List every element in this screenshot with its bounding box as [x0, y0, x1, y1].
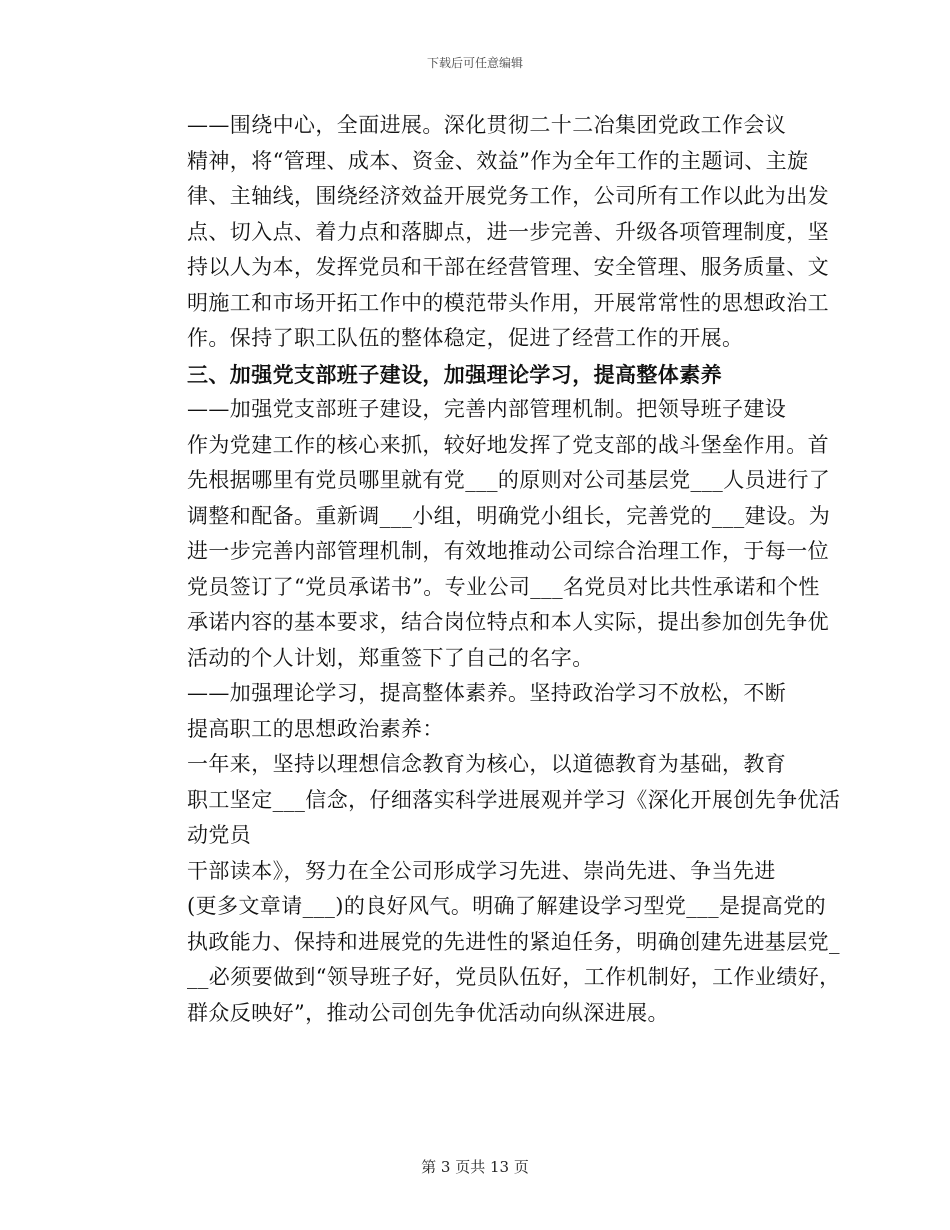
- text-line: 明施工和市场开拓工作中的模范带头作用，开展常常性的思想政治工: [187, 290, 829, 315]
- text-line: 律、主轴线，围绕经济效益开展党务工作，公司所有工作以此为出发: [187, 184, 829, 208]
- section-heading: [143, 357, 815, 393]
- text-line: 作。保持了职工队伍的整体稳定，促进了经营工作的开展。: [187, 326, 744, 350]
- text-line: ——加强党支部班子建设，完善内部管理机制。把领导班子建设: [187, 397, 787, 421]
- text-line: 执政能力、保持和进展党的先进性的紧迫任务，明确创建先进基层党_: [187, 929, 840, 954]
- text-line: 职工坚定___信念，仔细落实科学进展观并学习《深化开展创先争优活: [187, 787, 841, 812]
- text-line: 一年来，坚持以理想信念教育为核心，以道德教育为基础，教育: [187, 752, 787, 776]
- text-line: (更多文章请___)的良好风气。明确了解建设学习型党___是提高党的: [187, 894, 826, 918]
- text-line: ——围绕中心，全面进展。深化贯彻二十二冶集团党政工作会议: [187, 113, 787, 137]
- text-line: 群众反映好”，推动公司创先争优活动向纵深进展。: [187, 1000, 669, 1025]
- text-line: 调整和配备。重新调___小组，明确党小组长，完善党的___建设。为: [187, 503, 831, 528]
- paragraph: [143, 747, 841, 854]
- page-number: 第 3 页共 13 页: [421, 1158, 529, 1176]
- text-line: 作为党建工作的核心来抓，较好地发挥了党支部的战斗堡垒作用。首: [187, 432, 829, 457]
- page-header: 下载后可任意编辑: [426, 56, 523, 70]
- text-line: 先根据哪里有党员哪里就有党___的原则对公司基层党___人员进行了: [187, 468, 831, 492]
- text-line: ——加强理论学习，提高整体素养。坚持政治学习不放松，不断: [187, 681, 787, 705]
- text-line: 点、切入点、着力点和落脚点，进一步完善、升级各项管理制度，坚: [187, 219, 829, 244]
- text-line: 干部读本》，努力在全公司形成学习先进、崇尚先进、争当先进: [187, 858, 776, 883]
- text-line: 党员签订了“党员承诺书”。专业公司___名党员对比共性承诺和个性: [187, 574, 820, 599]
- text-line: 活动的个人计划，郑重签下了自己的名字。: [187, 645, 594, 670]
- text-line: 持以人为本，发挥党员和干部在经营管理、安全管理、服务质量、文: [187, 255, 829, 279]
- paragraph: [143, 854, 841, 1032]
- text-line: 精神，将“管理、成本、资金、效益”作为全年工作的主题词、主旋: [187, 148, 809, 173]
- text-line: 动党员: [187, 823, 252, 847]
- text-line: 承诺内容的基本要求，结合岗位特点和本人实际，提出参加创先争优: [187, 610, 829, 634]
- heading-text: 三、加强党支部班子建设，加强理论学习，提高整体素养: [187, 361, 722, 387]
- text-line: __必须要做到“领导班子好，党员队伍好，工作机制好，工作业绩好，: [187, 965, 841, 989]
- text-line: 提高职工的思想政治素养：: [187, 716, 444, 741]
- text-line: 进一步完善内部管理机制，有效地推动公司综合治理工作，于每一位: [187, 539, 829, 563]
- paragraph: [143, 676, 815, 747]
- paragraph: [143, 392, 831, 676]
- paragraph: [143, 108, 829, 357]
- document-body: [143, 108, 841, 1031]
